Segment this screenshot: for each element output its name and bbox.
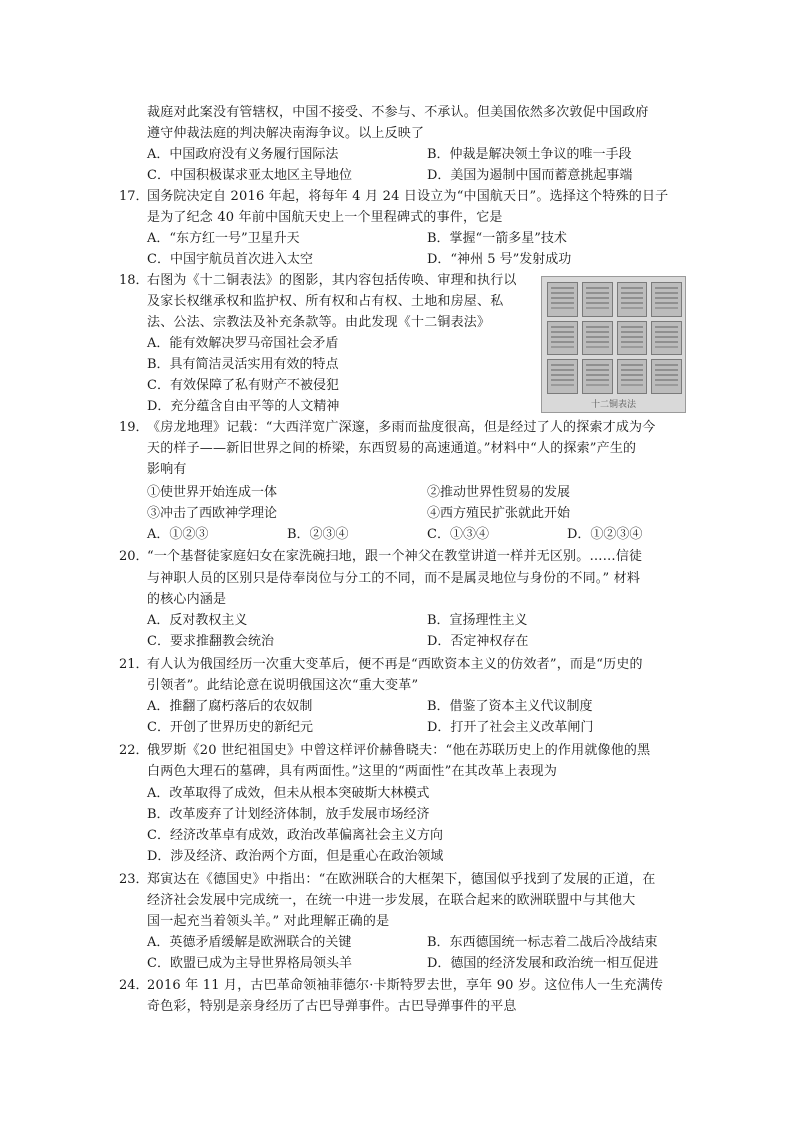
q20-number: 20． <box>119 549 149 564</box>
q21-line-1: 有人认为俄国经历一次重大变革后，便不再是“西欧资本主义的仿效者”，而是“历史的 <box>147 657 643 672</box>
q18-option-c: C．有效保障了私有财产不被侵犯 <box>147 378 339 393</box>
q23-option-b: B．东西德国统一标志着二战后冷战结束 <box>427 935 658 950</box>
q16-option-a: A．中国政府没有义务履行国际法 <box>147 147 339 162</box>
bronze-tablet <box>582 359 613 394</box>
q16-line-2: 遵守仲裁法庭的判决解决南海争议。以上反映了 <box>147 126 425 141</box>
q17-option-c: C．中国宇航员首次进入太空 <box>147 252 313 267</box>
bronze-tablet <box>582 282 613 317</box>
q19-line-2: 天的样子——新旧世界之间的桥梁，东西贸易的高速通道。”材料中“人的探索”产生的 <box>147 441 637 456</box>
q18-option-b: B．具有简洁灵活实用有效的特点 <box>147 357 339 372</box>
q24-line-1: 2016 年 11 月，古巴革命领袖菲德尔·卡斯特罗去世，享年 90 岁。这位伟人一生充满传 <box>147 978 664 993</box>
q17-number: 17． <box>119 189 149 204</box>
q21-line-2: 引领者”。此结论意在说明俄国这次“重大变革” <box>147 678 419 693</box>
q22-line-1: 俄罗斯《20 世纪祖国史》中曾这样评价赫鲁晓夫：“他在苏联历史上的作用就像他的黑 <box>147 743 651 758</box>
q17-line-2: 是为了纪念 40 年前中国航天史上一个里程碑式的事件，它是 <box>147 210 503 225</box>
q20-option-c: C．要求推翻教会统治 <box>147 634 274 649</box>
q20-option-b: B．宣扬理性主义 <box>427 613 528 628</box>
q21-option-c: C．开创了世界历史的新纪元 <box>147 720 313 735</box>
q23-line-3: 国一起充当着领头羊。” 对此理解正确的是 <box>147 914 390 929</box>
q19-line-3: 影响有 <box>147 462 187 477</box>
q16-line-1: 裁庭对此案没有管辖权，中国不接受、不参与、不承认。但美国依然多次敦促中国政府 <box>147 105 649 120</box>
q18-option-d: D．充分蕴含自由平等的人文精神 <box>147 399 340 414</box>
q19-item-3: ③冲击了西欧神学理论 <box>147 506 278 521</box>
q17-option-d: D．“神州 5 号”发射成功 <box>427 252 572 267</box>
q19-number: 19． <box>119 420 149 435</box>
q16-option-c: C．中国积极谋求亚太地区主导地位 <box>147 168 352 183</box>
bronze-tablet <box>547 282 578 317</box>
q20-option-a: A．反对教权主义 <box>147 613 248 628</box>
q21-option-d: D．打开了社会主义改革闸门 <box>427 720 594 735</box>
q24-number: 24． <box>119 978 149 993</box>
q20-option-d: D．否定神权存在 <box>427 634 529 649</box>
q19-item-2: ②推动世界性贸易的发展 <box>427 485 571 500</box>
q19-item-4: ④西方殖民扩张就此开始 <box>427 506 571 521</box>
q22-option-b: B．改革废弃了计划经济体制，放手发展市场经济 <box>147 807 430 822</box>
bronze-tablet <box>617 282 648 317</box>
q22-option-c: C．经济改革卓有成效，政治改革偏离社会主义方向 <box>147 828 443 843</box>
bronze-tablet <box>617 321 648 356</box>
q23-line-2: 经济社会发展中完成统一，在统一中进一步发展，在联合起来的欧洲联盟中与其他大 <box>147 893 636 908</box>
bronze-tablet <box>547 359 578 394</box>
bronze-tablet <box>547 321 578 356</box>
q19-option-a: A．①②③ <box>147 527 209 542</box>
q23-option-d: D．德国的经济发展和政治统一相互促进 <box>427 956 659 971</box>
q16-option-b: B．仲裁是解决领土争议的唯一手段 <box>427 147 632 162</box>
q23-line-1: 郑寅达在《德国史》中指出：“在欧洲联合的大框架下，德国似乎找到了发展的正道，在 <box>147 872 656 887</box>
q19-option-b: B．②③④ <box>287 527 349 542</box>
q23-number: 23． <box>119 872 149 887</box>
bronze-tablet <box>651 359 682 394</box>
q22-option-d: D．涉及经济、政治两个方面，但是重心在政治领域 <box>147 849 444 864</box>
bronze-tablets-grid <box>547 282 682 394</box>
q18-number: 18． <box>119 273 149 288</box>
q19-option-c: C．①③④ <box>427 527 489 542</box>
q21-option-b: B．借鉴了资本主义代议制度 <box>427 699 593 714</box>
q23-option-c: C．欧盟已成为主导世界格局领头羊 <box>147 956 352 971</box>
figure-caption: 十二铜表法 <box>590 400 636 410</box>
q16-option-d: D．美国为遏制中国而蓄意挑起事端 <box>427 168 633 183</box>
q18-option-a: A．能有效解决罗马帝国社会矛盾 <box>147 336 339 351</box>
q17-option-b: B．掌握“一箭多星”技术 <box>427 231 567 246</box>
bronze-tablet <box>651 321 682 356</box>
q21-option-a: A．推翻了腐朽落后的农奴制 <box>147 699 313 714</box>
q20-line-3: 的核心内涵是 <box>147 592 227 607</box>
twelve-tables-figure <box>541 276 686 413</box>
bronze-tablet <box>651 282 682 317</box>
q20-line-1: “一个基督徒家庭妇女在家洗碗扫地，跟一个神父在教堂讲道一样并无区别。……信徒 <box>147 549 643 564</box>
q18-line-1: 右图为《十二铜表法》的图影，其内容包括传唤、审理和执行以 <box>147 273 517 288</box>
q19-line-1: 《房龙地理》记载：“大西洋宽广深邃，多雨而盐度很高，但是经过了人的探索才成为今 <box>147 420 656 435</box>
q22-number: 22． <box>119 743 149 758</box>
q21-number: 21． <box>119 657 149 672</box>
q17-option-a: A．“东方红一号”卫星升天 <box>147 231 300 246</box>
q17-line-1: 国务院决定自 2016 年起，将每年 4 月 24 日设立为“中国航天日”。选择这个特殊的日子 <box>147 189 669 204</box>
q23-option-a: A．英德矛盾缓解是欧洲联合的关键 <box>147 935 352 950</box>
q22-line-2: 白两色大理石的墓碑，具有两面性。”这里的“两面性”在其改革上表现为 <box>147 764 558 779</box>
q19-option-d: D．①②③④ <box>567 527 643 542</box>
bronze-tablet <box>617 359 648 394</box>
q22-option-a: A．改革取得了成效，但未从根本突破斯大林模式 <box>147 786 430 801</box>
q24-line-2: 奇色彩，特别是亲身经历了古巴导弹事件。古巴导弹事件的平息 <box>147 999 517 1014</box>
q18-line-2: 及家长权继承权和监护权、所有权和占有权、土地和房屋、私 <box>147 294 504 309</box>
q19-item-1: ①使世界开始连成一体 <box>147 485 278 500</box>
bronze-tablet <box>582 321 613 356</box>
q18-line-3: 法、公法、宗教法及补充条款等。由此发现《十二铜表法》 <box>147 315 491 330</box>
q20-line-2: 与神职人员的区别只是侍奉岗位与分工的不同，而不是属灵地位与身份的不同。” 材料 <box>147 571 641 586</box>
